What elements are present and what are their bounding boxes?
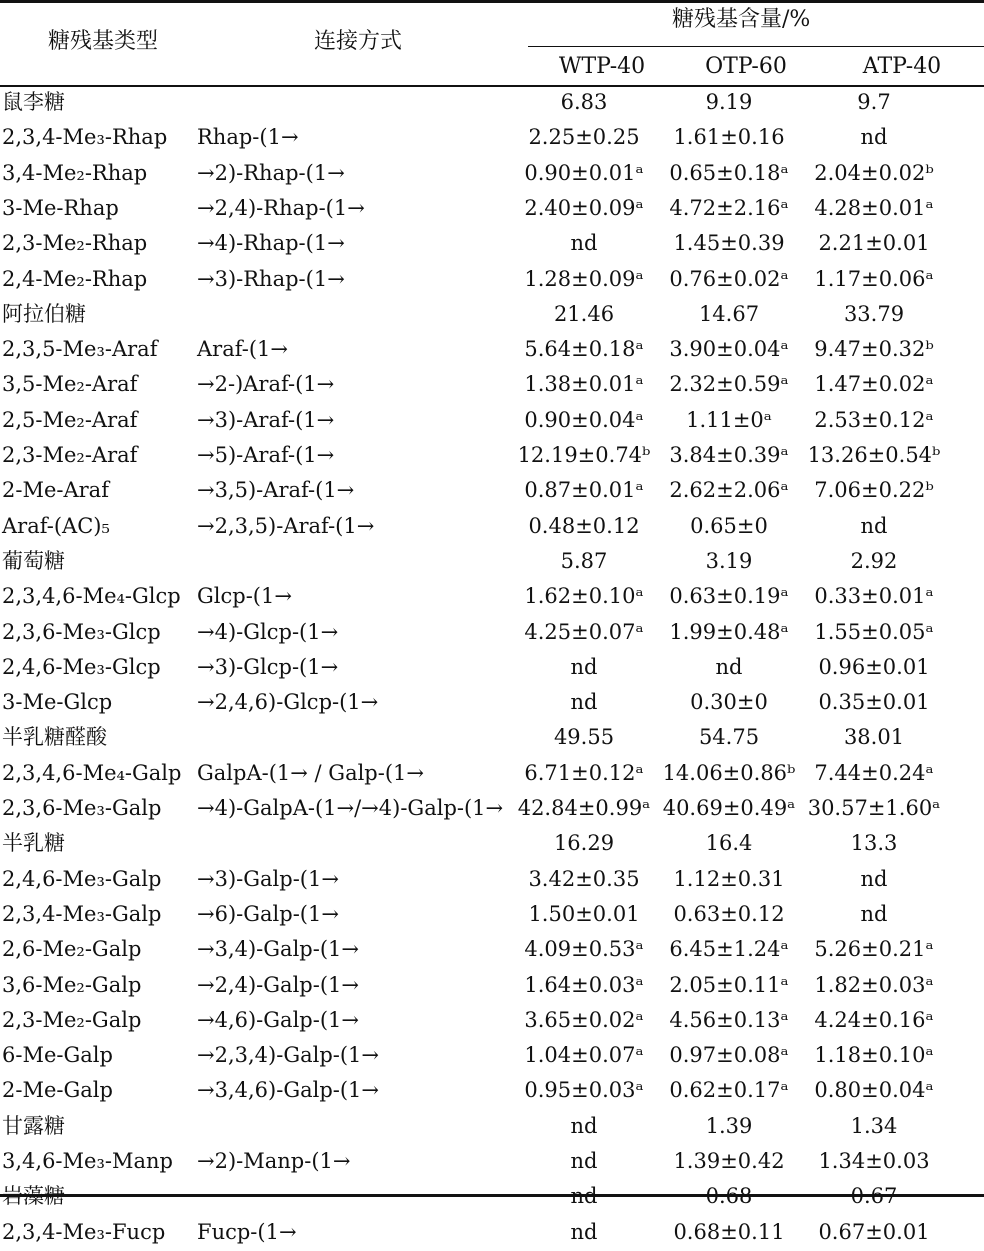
value-wtp40: nd xyxy=(570,1113,598,1138)
linkage-pattern: →3)-Galp-(1→ xyxy=(197,866,339,891)
sugar-category-row xyxy=(0,827,984,862)
residue-row xyxy=(0,1004,984,1039)
value-atp40: 33.79 xyxy=(843,301,905,326)
residue-type: 3,5-Me₂-Araf xyxy=(2,372,138,397)
linkage-pattern: →3)-Rhap-(1→ xyxy=(197,266,345,291)
residue-row xyxy=(0,863,984,898)
value-atp40: nd xyxy=(860,125,888,150)
value-otp60: 6.45±1.24ᵃ xyxy=(669,937,789,962)
value-atp40: 0.35±0.01 xyxy=(818,690,930,715)
residue-row xyxy=(0,192,984,227)
residue-row xyxy=(0,121,984,156)
value-otp60: 1.39 xyxy=(705,1113,753,1138)
linkage-pattern: →3)-Glcp-(1→ xyxy=(197,654,339,679)
linkage-pattern: →4)-GalpA-(1→/→4)-Galp-(1→ xyxy=(197,796,504,820)
linkage-pattern: →5)-Araf-(1→ xyxy=(197,443,335,467)
linkage-pattern: →2,4)-Rhap-(1→ xyxy=(197,195,365,220)
value-otp60: 4.56±0.13ᵃ xyxy=(669,1007,789,1032)
value-atp40: 1.55±0.05ᵃ xyxy=(814,619,934,644)
residue-type: 2,3-Me₂-Galp xyxy=(2,1007,142,1032)
category-name: 葡萄糖 xyxy=(2,548,65,573)
value-otp60: 0.65±0.18ᵃ xyxy=(669,160,789,185)
residue-type: 3,6-Me₂-Galp xyxy=(2,972,142,997)
residue-row xyxy=(0,439,984,474)
residue-type: 3,4,6-Me₃-Manp xyxy=(2,1149,173,1173)
value-atp40: 0.33±0.01ᵃ xyxy=(814,584,934,609)
residue-row xyxy=(0,1216,984,1251)
value-atp40: 1.17±0.06ᵃ xyxy=(814,266,934,291)
linkage-pattern: →2,3,5)-Araf-(1→ xyxy=(197,513,375,538)
residue-row xyxy=(0,333,984,368)
value-atp40: 1.47±0.02ᵃ xyxy=(814,372,934,397)
value-wtp40: 0.90±0.01ᵃ xyxy=(524,160,644,185)
value-wtp40: 1.62±0.10ᵃ xyxy=(524,584,644,609)
value-atp40: 2.53±0.12ᵃ xyxy=(814,407,934,432)
value-wtp40: 0.87±0.01ᵃ xyxy=(524,478,644,503)
value-otp60: nd xyxy=(715,654,743,679)
value-atp40: 2.92 xyxy=(850,548,898,573)
linkage-pattern: GalpA-(1→ / Galp-(1→ xyxy=(197,760,424,785)
residue-type: 2-Me-Galp xyxy=(2,1078,113,1103)
value-otp60: 2.62±2.06ᵃ xyxy=(669,478,789,503)
residue-row xyxy=(0,1145,984,1180)
value-wtp40: 49.55 xyxy=(553,725,615,750)
residue-row xyxy=(0,580,984,615)
linkage-pattern: →2)-Manp-(1→ xyxy=(197,1149,351,1173)
value-otp60: 40.69±0.49ᵃ xyxy=(662,796,796,820)
value-atp40: 38.01 xyxy=(843,725,905,750)
value-wtp40: 0.90±0.04ᵃ xyxy=(524,407,644,432)
value-atp40: 9.7 xyxy=(857,90,891,114)
header-sample-atp40: ATP-40 xyxy=(862,54,942,79)
value-atp40: nd xyxy=(860,513,888,538)
residue-type: 2,3,4-Me₃-Rhap xyxy=(2,125,168,150)
value-wtp40: 1.64±0.03ᵃ xyxy=(524,972,644,997)
value-wtp40: 3.65±0.02ᵃ xyxy=(524,1007,644,1032)
residue-type: 2,6-Me₂-Galp xyxy=(2,937,142,962)
value-wtp40: 6.83 xyxy=(560,90,608,114)
residue-type: 2,3,5-Me₃-Araf xyxy=(2,337,158,362)
linkage-pattern: →3,5)-Araf-(1→ xyxy=(197,478,355,503)
value-atp40: 0.80±0.04ᵃ xyxy=(814,1078,934,1103)
sugar-category-row xyxy=(0,298,984,333)
value-otp60: 1.11±0ᵃ xyxy=(686,407,772,432)
value-otp60: 0.97±0.08ᵃ xyxy=(669,1043,789,1068)
residue-type: 2-Me-Araf xyxy=(2,478,109,503)
residue-type: 2,4-Me₂-Rhap xyxy=(2,266,148,291)
value-otp60: 4.72±2.16ᵃ xyxy=(669,195,789,220)
value-atp40: nd xyxy=(860,901,888,926)
residue-row xyxy=(0,368,984,403)
value-atp40: 0.67 xyxy=(850,1184,898,1209)
residue-type: 2,3-Me₂-Rhap xyxy=(2,231,148,256)
value-wtp40: 5.64±0.18ᵃ xyxy=(524,337,644,362)
residue-type: 2,5-Me₂-Araf xyxy=(2,407,138,432)
residue-type: 3-Me-Glcp xyxy=(2,690,113,715)
value-atp40: 1.82±0.03ᵃ xyxy=(814,972,934,997)
value-wtp40: 42.84±0.99ᵃ xyxy=(517,796,651,820)
header-residue-type: 糖残基类型 xyxy=(48,29,159,54)
value-wtp40: 12.19±0.74ᵇ xyxy=(517,443,651,467)
value-atp40: 13.26±0.54ᵇ xyxy=(807,443,941,467)
residue-row xyxy=(0,933,984,968)
value-otp60: 2.05±0.11ᵃ xyxy=(669,972,789,997)
residue-row xyxy=(0,474,984,509)
residue-type: 3,4-Me₂-Rhap xyxy=(2,160,148,185)
value-otp60: 1.45±0.39 xyxy=(673,231,785,256)
category-name: 半乳糖醛酸 xyxy=(2,725,107,750)
value-otp60: 0.68 xyxy=(705,1184,753,1209)
linkage-pattern: →4)-Glcp-(1→ xyxy=(197,619,339,644)
value-otp60: 0.63±0.12 xyxy=(673,901,785,926)
category-name: 鼠李糖 xyxy=(2,90,65,114)
residue-row xyxy=(0,686,984,721)
residue-row xyxy=(0,1074,984,1109)
residue-row xyxy=(0,898,984,933)
value-wtp40: nd xyxy=(570,1184,598,1209)
value-otp60: 2.32±0.59ᵃ xyxy=(669,372,789,397)
residue-row xyxy=(0,616,984,651)
top-rule xyxy=(0,0,984,3)
value-wtp40: nd xyxy=(570,690,598,715)
value-wtp40: 16.29 xyxy=(553,831,615,856)
value-otp60: 9.19 xyxy=(705,90,753,114)
value-atp40: 1.34±0.03 xyxy=(818,1149,930,1173)
value-otp60: 0.68±0.11 xyxy=(673,1219,785,1244)
linkage-pattern: →3,4,6)-Galp-(1→ xyxy=(197,1078,380,1103)
value-atp40: 7.44±0.24ᵃ xyxy=(814,760,934,785)
residue-type: 2,3-Me₂-Araf xyxy=(2,443,138,467)
residue-row xyxy=(0,969,984,1004)
header-sample-wtp40: WTP-40 xyxy=(558,54,646,79)
value-wtp40: 1.50±0.01 xyxy=(528,901,640,926)
value-otp60: 0.76±0.02ᵃ xyxy=(669,266,789,291)
header-content: 糖残基含量/% xyxy=(672,7,811,32)
value-otp60: 14.06±0.86ᵇ xyxy=(662,760,796,785)
value-atp40: nd xyxy=(860,866,888,891)
residue-type: 2,3,4-Me₃-Fucp xyxy=(2,1219,166,1244)
residue-row xyxy=(0,510,984,545)
residue-row xyxy=(0,792,984,827)
category-name: 半乳糖 xyxy=(2,831,65,856)
value-wtp40: 1.38±0.01ᵃ xyxy=(524,372,644,397)
value-atp40: 4.28±0.01ᵃ xyxy=(814,195,934,220)
value-wtp40: 5.87 xyxy=(560,548,608,573)
sugar-category-row xyxy=(0,545,984,580)
value-otp60: 16.4 xyxy=(705,831,753,856)
value-otp60: 3.84±0.39ᵃ xyxy=(669,443,789,467)
residue-type: 2,4,6-Me₃-Galp xyxy=(2,866,162,891)
category-name: 甘露糖 xyxy=(2,1113,65,1138)
linkage-pattern: →2-)Araf-(1→ xyxy=(197,372,335,397)
value-atp40: 1.34 xyxy=(850,1113,898,1138)
value-otp60: 14.67 xyxy=(698,301,760,326)
linkage-pattern: →2)-Rhap-(1→ xyxy=(197,160,345,185)
value-wtp40: 6.71±0.12ᵃ xyxy=(524,760,644,785)
linkage-pattern: Fucp-(1→ xyxy=(197,1219,297,1244)
value-atp40: 9.47±0.32ᵇ xyxy=(814,337,934,362)
linkage-pattern: →4,6)-Galp-(1→ xyxy=(197,1007,359,1032)
residue-type: 2,3,6-Me₃-Galp xyxy=(2,796,162,820)
value-otp60: 3.19 xyxy=(705,548,753,573)
category-name: 阿拉伯糖 xyxy=(2,301,86,326)
value-otp60: 0.30±0 xyxy=(690,690,768,715)
residue-type: Araf-(AC)₅ xyxy=(2,513,110,538)
linkage-pattern: →6)-Galp-(1→ xyxy=(197,901,339,926)
linkage-pattern: →2,4,6)-Glcp-(1→ xyxy=(197,690,379,715)
value-wtp40: 1.28±0.09ᵃ xyxy=(524,266,644,291)
value-wtp40: 2.40±0.09ᵃ xyxy=(524,195,644,220)
value-otp60: 0.62±0.17ᵃ xyxy=(669,1078,789,1103)
value-atp40: 2.04±0.02ᵇ xyxy=(814,160,934,185)
residue-type: 2,3,4-Me₃-Galp xyxy=(2,901,162,926)
linkage-pattern: →3)-Araf-(1→ xyxy=(197,407,335,432)
header-linkage: 连接方式 xyxy=(314,29,403,54)
residue-row xyxy=(0,263,984,298)
value-wtp40: 4.09±0.53ᵃ xyxy=(524,937,644,962)
value-wtp40: 4.25±0.07ᵃ xyxy=(524,619,644,644)
linkage-pattern: Glcp-(1→ xyxy=(197,584,292,609)
value-atp40: 13.3 xyxy=(850,831,898,856)
value-atp40: 5.26±0.21ᵃ xyxy=(814,937,934,962)
value-wtp40: 21.46 xyxy=(553,301,615,326)
value-wtp40: 2.25±0.25 xyxy=(528,125,640,150)
value-otp60: 1.99±0.48ᵃ xyxy=(669,619,789,644)
linkage-pattern: →2,4)-Galp-(1→ xyxy=(197,972,359,997)
residue-row xyxy=(0,651,984,686)
value-otp60: 3.90±0.04ᵃ xyxy=(669,337,789,362)
linkage-pattern: Rhap-(1→ xyxy=(197,125,299,150)
value-wtp40: nd xyxy=(570,1219,598,1244)
category-name: 岩藻糖 xyxy=(2,1184,65,1209)
value-otp60: 1.39±0.42 xyxy=(673,1149,785,1173)
residue-type: 2,3,4,6-Me₄-Galp xyxy=(2,760,182,785)
value-atp40: 0.67±0.01 xyxy=(818,1219,930,1244)
residue-type: 2,3,6-Me₃-Glcp xyxy=(2,619,161,644)
residue-type: 6-Me-Galp xyxy=(2,1043,113,1068)
residue-row xyxy=(0,1039,984,1074)
residue-type: 3-Me-Rhap xyxy=(2,195,119,220)
residue-row xyxy=(0,227,984,262)
value-atp40: 7.06±0.22ᵇ xyxy=(814,478,934,503)
sugar-category-row xyxy=(0,1180,984,1215)
header-sample-otp60: OTP-60 xyxy=(705,54,787,79)
linkage-pattern: →3,4)-Galp-(1→ xyxy=(197,937,359,962)
sugar-category-row xyxy=(0,721,984,756)
residue-row xyxy=(0,157,984,192)
residue-row xyxy=(0,404,984,439)
linkage-pattern: →2,3,4)-Galp-(1→ xyxy=(197,1043,380,1068)
value-otp60: 1.12±0.31 xyxy=(673,866,785,891)
value-wtp40: nd xyxy=(570,1149,598,1173)
value-wtp40: 0.48±0.12 xyxy=(528,513,640,538)
value-atp40: 1.18±0.10ᵃ xyxy=(814,1043,934,1068)
value-otp60: 54.75 xyxy=(698,725,760,750)
value-atp40: 0.96±0.01 xyxy=(818,654,930,679)
value-atp40: 2.21±0.01 xyxy=(818,231,930,256)
value-wtp40: nd xyxy=(570,231,598,256)
value-wtp40: nd xyxy=(570,654,598,679)
value-otp60: 0.63±0.19ᵃ xyxy=(669,584,789,609)
value-wtp40: 3.42±0.35 xyxy=(528,866,640,891)
value-otp60: 1.61±0.16 xyxy=(673,125,785,150)
residue-type: 2,4,6-Me₃-Glcp xyxy=(2,654,161,679)
sugar-category-row xyxy=(0,86,984,121)
value-otp60: 0.65±0 xyxy=(690,513,768,538)
value-atp40: 30.57±1.60ᵃ xyxy=(807,796,941,820)
linkage-pattern: Araf-(1→ xyxy=(197,337,288,362)
value-wtp40: 0.95±0.03ᵃ xyxy=(524,1078,644,1103)
value-atp40: 4.24±0.16ᵃ xyxy=(814,1007,934,1032)
sugar-category-row xyxy=(0,1110,984,1145)
residue-row xyxy=(0,757,984,792)
residue-type: 2,3,4,6-Me₄-Glcp xyxy=(2,584,181,609)
linkage-pattern: →4)-Rhap-(1→ xyxy=(197,231,345,256)
content-header-rule xyxy=(528,46,984,47)
value-wtp40: 1.04±0.07ᵃ xyxy=(524,1043,644,1068)
